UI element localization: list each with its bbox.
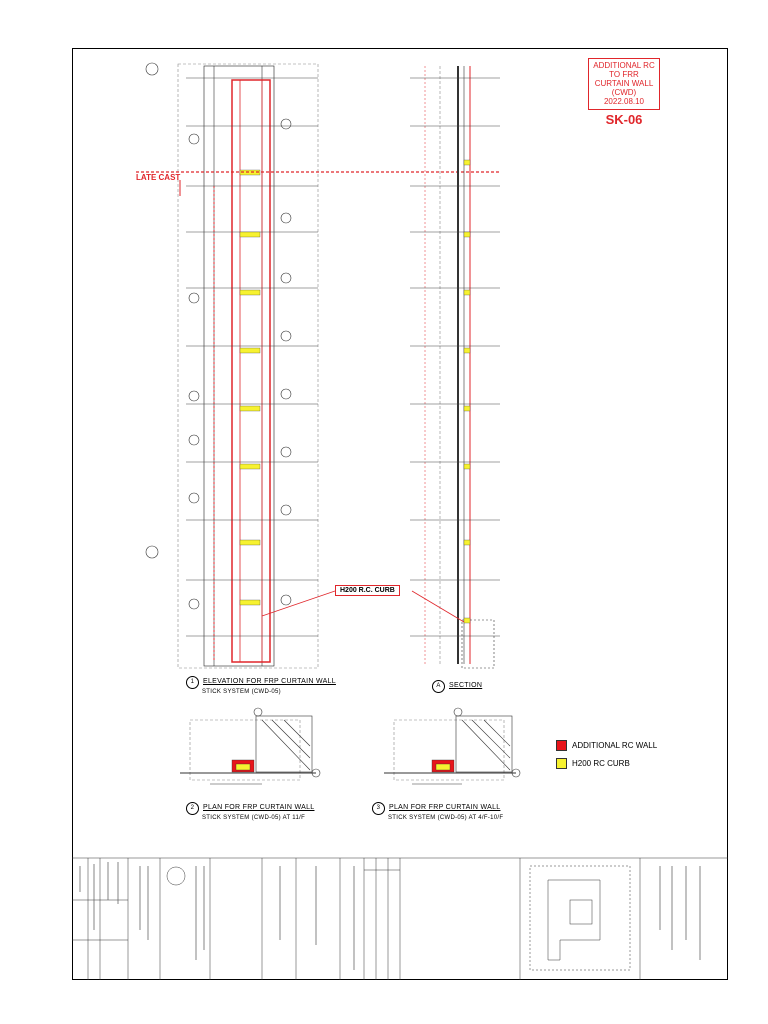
section-drawing (425, 66, 494, 668)
caption-section-title: SECTION (449, 682, 483, 689)
caption-section-number: A (432, 680, 445, 693)
section-curbs (464, 160, 470, 623)
plan-4f-drawing (384, 708, 520, 784)
legend-swatch-rc-curb (556, 758, 567, 769)
legend-swatch-rc-wall (556, 740, 567, 751)
caption-plan-11f-sub: STICK SYSTEM (CWD-05) AT 11/F (202, 815, 306, 821)
caption-plan-11f-title: PLAN FOR FRP CURTAIN WALL (203, 804, 315, 811)
caption-section (432, 680, 482, 693)
stamp-date: 2022.08.10 (603, 97, 645, 106)
plan-11f-drawing (180, 708, 320, 784)
elevation-floor-lines (186, 78, 318, 636)
stamp-line-2: CURTAIN WALL (CWD) (594, 79, 654, 97)
late-cast-label: LATE CAST (136, 173, 181, 182)
section-floor-lines (410, 78, 500, 636)
caption-plan-4f (372, 802, 503, 821)
legend-item-rc-curb (556, 758, 657, 769)
legend-item-rc-wall (556, 740, 657, 751)
title-block-text-strokes (80, 862, 700, 970)
elevation-curbs (240, 170, 260, 605)
caption-plan-4f-number: 3 (372, 802, 385, 815)
caption-plan-11f-number: 2 (186, 802, 199, 815)
revision-stamp (588, 58, 660, 127)
legend-label-rc-wall: ADDITIONAL RC WALL (572, 741, 658, 750)
caption-elevation-sub: STICK SYSTEM (CWD-05) (202, 689, 281, 695)
legend-label-rc-curb: H200 RC CURB (572, 759, 630, 768)
caption-plan-11f (186, 802, 314, 821)
stamp-line-1: ADDITIONAL RC TO FRR (593, 61, 655, 79)
caption-plan-4f-sub: STICK SYSTEM (CWD-05) AT 4/F-10/F (388, 815, 504, 821)
caption-elevation (186, 676, 336, 695)
revision-stamp-box (588, 58, 660, 110)
sketch-code: SK-06 (605, 112, 643, 127)
curb-callout: H200 R.C. CURB (335, 585, 400, 596)
caption-elevation-title: ELEVATION FOR FRP CURTAIN WALL (203, 678, 336, 685)
legend (556, 740, 657, 776)
title-block (72, 858, 728, 980)
caption-plan-4f-title: PLAN FOR FRP CURTAIN WALL (389, 804, 501, 811)
elevation-drawing (178, 64, 318, 668)
caption-elevation-number: 1 (186, 676, 199, 689)
